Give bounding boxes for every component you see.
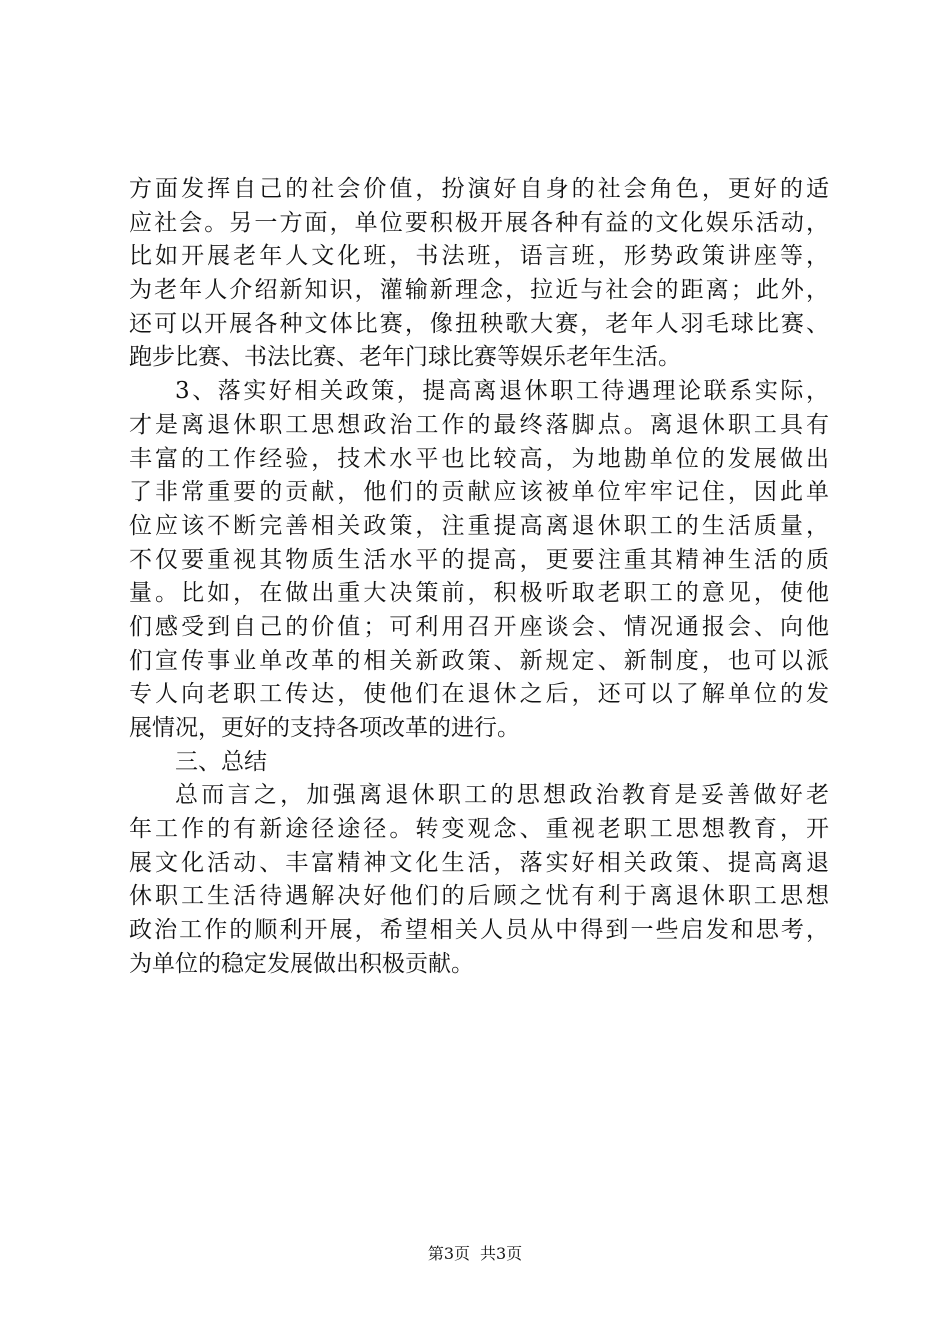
section-heading: 三、总结 <box>175 748 267 775</box>
text-line: 为老年人介绍新知识，灌输新理念，拉近与社会的距离；此外， <box>129 277 829 304</box>
text-line: 跑步比赛、书法比赛、老年门球比赛等娱乐老年生活。 <box>129 344 681 371</box>
text-line: 政治工作的顺利开展，希望相关人员从中得到一些启发和思考， <box>129 917 829 944</box>
page-number: 第3页 <box>427 1244 470 1263</box>
page-footer <box>0 1243 950 1265</box>
text-line: 丰富的工作经验，技术水平也比较高，为地勘单位的发展做出 <box>129 445 829 472</box>
text-line: 们感受到自己的价值；可利用召开座谈会、情况通报会、向他 <box>129 613 829 640</box>
text-line: 展文化活动、丰富精神文化生活，落实好相关政策、提高离退 <box>129 849 829 876</box>
text-line: 休职工生活待遇解决好他们的后顾之忧有利于离退休职工思想 <box>129 883 829 910</box>
paragraph-first-line: 总而言之，加强离退休职工的思想政治教育是妥善做好老 <box>175 782 829 809</box>
text-line: 位应该不断完善相关政策，注重提高离退休职工的生活质量， <box>129 512 829 539</box>
text-line: 量。比如，在做出重大决策前，积极听取老职工的意见，使他 <box>129 580 829 607</box>
text-line: 方面发挥自己的社会价值，扮演好自身的社会角色，更好的适 <box>129 176 829 202</box>
text-line: 应社会。另一方面，单位要积极开展各种有益的文化娱乐活动， <box>129 209 829 236</box>
text-line: 们宣传事业单改革的相关新政策、新规定、新制度，也可以派 <box>129 647 829 674</box>
page-total: 共3页 <box>480 1244 523 1263</box>
paragraph-first-line: 3、落实好相关政策，提高离退休职工待遇理论联系实际， <box>175 378 829 405</box>
text-line: 为单位的稳定发展做出积极贡献。 <box>129 950 474 977</box>
text-line: 年工作的有新途径途径。转变观念、重视老职工思想教育，开 <box>129 816 829 843</box>
text-line: 不仅要重视其物质生活水平的提高，更要注重其精神生活的质 <box>129 546 829 573</box>
text-line: 比如开展老年人文化班，书法班，语言班，形势政策讲座等， <box>129 243 829 270</box>
text-line: 还可以开展各种文体比赛，像扭秧歌大赛，老年人羽毛球比赛、 <box>129 310 829 337</box>
text-line: 专人向老职工传达，使他们在退休之后，还可以了解单位的发 <box>129 681 829 708</box>
text-line: 了非常重要的贡献，他们的贡献应该被单位牢牢记住，因此单 <box>129 479 829 506</box>
document-body <box>129 173 829 982</box>
text-line: 才是离退休职工思想政治工作的最终落脚点。离退休职工具有 <box>129 411 829 438</box>
text-line: 展情况，更好的支持各项改革的进行。 <box>129 715 520 741</box>
